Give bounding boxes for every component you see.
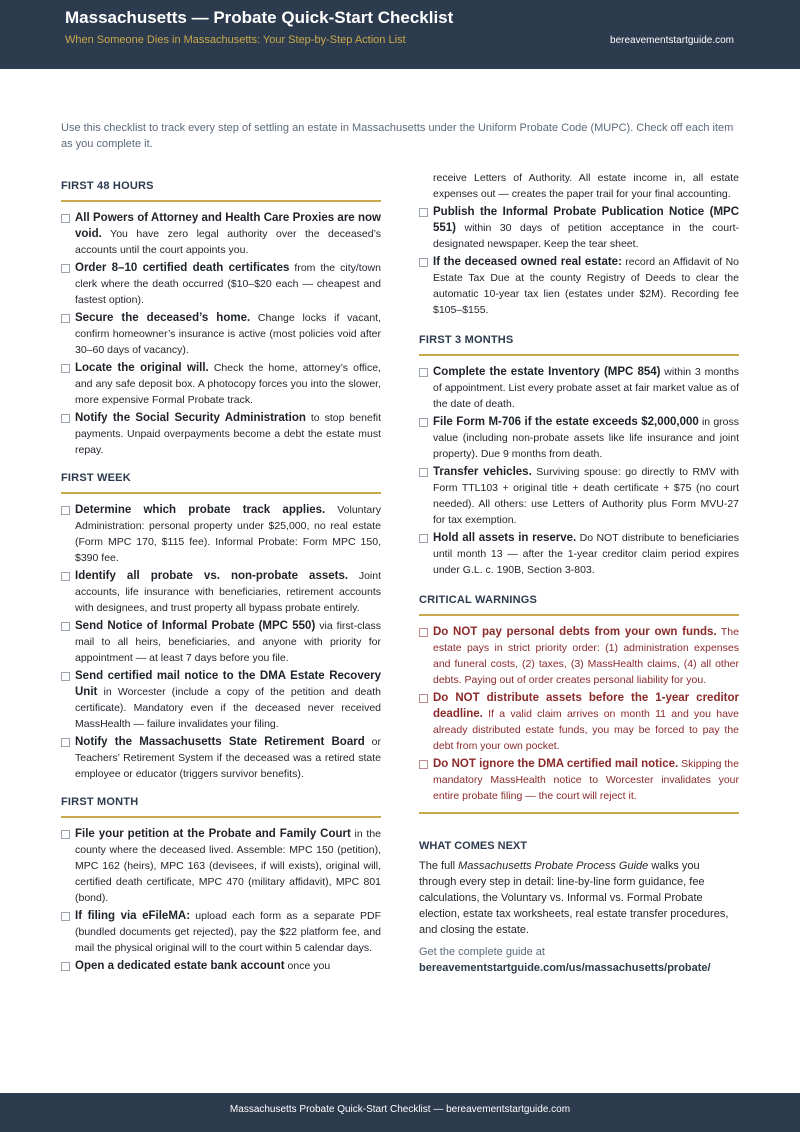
checklist-item xyxy=(419,756,739,804)
item-heading: Publish the Informal Probate Publication Notice (MPC 551) xyxy=(433,206,739,234)
checkbox-icon[interactable] xyxy=(419,760,428,769)
warnings-end-rule xyxy=(419,812,739,814)
checklist-item xyxy=(419,254,739,318)
next-title: WHAT COMES NEXT xyxy=(419,840,527,852)
item-heading: All Powers of Attorney and Health Care Proxies are now void. xyxy=(75,212,381,240)
checkbox-icon[interactable] xyxy=(61,364,70,373)
item-heading: Do NOT pay personal debts from your own funds. xyxy=(433,626,717,638)
checkbox-icon[interactable] xyxy=(419,694,428,703)
checklist-item xyxy=(61,568,381,616)
checklist-item xyxy=(61,260,381,308)
left-column xyxy=(61,170,381,976)
item-text: Joint accounts, life insurance with beneficiaries, retirement accounts with designees, and trust property all bypass probate entirely. xyxy=(75,570,381,614)
item-text: in gross value (including non-probate assets like life insurance and joint property). Due 9 months from death. xyxy=(433,416,739,460)
checkbox-icon[interactable] xyxy=(61,264,70,273)
checkbox-icon[interactable] xyxy=(61,622,70,631)
checklist-item xyxy=(61,502,381,566)
section-title-firstweek: FIRST WEEK xyxy=(61,472,381,494)
checklist-item xyxy=(419,364,739,412)
item-heading: File your petition at the Probate and Family Court xyxy=(75,828,351,840)
item-text: in the county where the deceased lived. Assemble: MPC 150 (petition), MPC 162 (heirs), MPC 163 (devisees, if will exists), original will, certified death certificate, MPC 470 (military affidavit), MPC 801 (bond). xyxy=(75,828,381,904)
next-body-post: walks you through every step in detail: line-by-line form guidance, fee calculations, the Voluntary vs. Informal vs. Formal Probate election, estate tax worksheets, real estate transfer procedures, and closing the estate. xyxy=(419,860,729,936)
checklist-item xyxy=(419,624,739,688)
first48-list xyxy=(61,210,381,458)
section-title-warnings: CRITICAL WARNINGS xyxy=(419,594,739,616)
item-text: Do NOT distribute to beneficiaries until month 13 — after the 1-year creditor claim period expires under G.L. c. 190B, Section 3-803. xyxy=(433,532,739,576)
checkbox-icon[interactable] xyxy=(419,534,428,543)
checklist-item xyxy=(61,210,381,258)
item-heading: Open a dedicated estate bank account xyxy=(75,960,285,972)
item-text: to stop benefit payments. Unpaid overpayments become a debt the estate must repay. xyxy=(75,412,381,456)
warnings-list xyxy=(419,624,739,804)
item-heading: Do NOT distribute assets before the 1-year creditor deadline. xyxy=(433,692,739,720)
checklist-item xyxy=(61,908,381,956)
item-heading: Notify the Social Security Administration xyxy=(75,412,306,424)
next-body-pre: The full xyxy=(419,860,459,872)
item-text: You have zero legal authority over the deceased’s accounts until the court appoints you. xyxy=(75,228,381,256)
item-heading: If the deceased owned real estate: xyxy=(433,256,622,268)
item-heading: Determine which probate track applies. xyxy=(75,504,326,516)
item-text: via first-class mail to all heirs, beneficiaries, and anyone with priority for appointment — at least 7 days before you file. xyxy=(75,620,382,664)
item-text: record an Affidavit of No Estate Tax Due at the county Registry of Deeds to clear the automatic 10-year tax lien (estates under $2M). Recording fee $105–$155. xyxy=(433,256,739,316)
item-heading: Identify all probate vs. non-probate assets. xyxy=(75,570,349,582)
header-subtitle: When Someone Dies in Massachusetts: Your Step-by-Step Action List xyxy=(65,34,406,46)
checkbox-icon[interactable] xyxy=(419,418,428,427)
item-heading: Do NOT ignore the DMA certified mail notice. xyxy=(433,758,679,770)
item-text: Voluntary Administration: personal property under $25,000, no real estate (Form MPC 170, $115 fee). Informal Probate: Form MPC 150, $390 fee. xyxy=(75,504,382,564)
checkbox-icon[interactable] xyxy=(419,368,428,377)
item-text: upload each form as a separate PDF (bundled documents get rejected), pay the $22 platform fee, and mail the physical original will to the court within 5 calendar days. xyxy=(75,910,381,954)
checkbox-icon[interactable] xyxy=(61,214,70,223)
item-text: Skipping the mandatory MassHealth notice to Worcester invalidates your entire probate filing — the court will reject it. xyxy=(433,758,739,802)
checkbox-icon[interactable] xyxy=(61,830,70,839)
firstmonth-continuation: receive Letters of Authority. All estate income in, all estate expenses out — creates the paper trail for your final accounting. xyxy=(433,172,739,200)
item-text: within 30 days of petition acceptance in the court-designated newspaper. Keep the tear sheet. xyxy=(433,222,739,250)
guide-link[interactable]: bereavementstartguide.com/us/massachusetts/probate/ xyxy=(419,962,711,974)
checkbox-icon[interactable] xyxy=(61,912,70,921)
item-text: from the city/town clerk where the death occurred ($10–$20 each — cheapest and fastest option). xyxy=(75,262,381,306)
item-text: or Teachers’ Retirement System if the deceased was a retired state employee or educator (triggers survivor benefits). xyxy=(75,736,381,780)
checklist-item xyxy=(61,618,381,666)
checkbox-icon[interactable] xyxy=(419,468,428,477)
section-title-first48: FIRST 48 HOURS xyxy=(61,180,381,202)
item-heading: Complete the estate Inventory (MPC 854) xyxy=(433,366,661,378)
checklist-item xyxy=(419,464,739,528)
item-heading: Send Notice of Informal Probate (MPC 550) xyxy=(75,620,316,632)
item-text: Change locks if vacant, confirm homeowner’s insurance is active (most policies void after 30–60 days of vacancy). xyxy=(75,312,381,356)
checkbox-icon[interactable] xyxy=(61,672,70,681)
first3months-list xyxy=(419,364,739,578)
checkbox-icon[interactable] xyxy=(61,738,70,747)
item-text: within 3 months of appointment. List every probate asset at fair market value as of the date of death. xyxy=(433,366,739,410)
item-text: once you xyxy=(284,960,331,972)
page-footer: Massachusetts Probate Quick-Start Checklist — bereavementstartguide.com xyxy=(0,1093,800,1132)
checkbox-icon[interactable] xyxy=(419,208,428,217)
firstmonth-list-2 xyxy=(419,204,739,318)
item-heading: Locate the original will. xyxy=(75,362,209,374)
item-text: Surviving spouse: go directly to RMV with Form TTL103 + original title + death certificate + $75 (no court needed). All others: use Letters of Authority plus Form MVU-27 for tax exemption. xyxy=(433,466,739,526)
right-column xyxy=(419,170,739,976)
header-site: bereavementstartguide.com xyxy=(610,35,734,46)
item-heading: Hold all assets in reserve. xyxy=(433,532,577,544)
next-body xyxy=(419,858,739,938)
page-header xyxy=(0,0,800,69)
next-link-label: Get the complete guide at xyxy=(419,946,545,958)
firstweek-list xyxy=(61,502,381,782)
item-heading: Notify the Massachusetts State Retirement Board xyxy=(75,736,365,748)
checkbox-icon[interactable] xyxy=(61,572,70,581)
item-heading: Secure the deceased’s home. xyxy=(75,312,251,324)
item-heading: File Form M-706 if the estate exceeds $2,000,000 xyxy=(433,416,699,428)
checkbox-icon[interactable] xyxy=(419,258,428,267)
checklist-item xyxy=(61,826,381,906)
checklist-item xyxy=(61,410,381,458)
checklist-item xyxy=(61,310,381,358)
intro-text: Use this checklist to track every step of settling an estate in Massachusetts under the Uniform Probate Code (MUPC). Check off each item as you complete it. xyxy=(61,122,734,150)
checklist-item xyxy=(61,958,381,974)
checklist-item xyxy=(61,360,381,408)
item-heading: If filing via eFileMA: xyxy=(75,910,191,922)
item-heading: Send certified mail notice to the DMA Estate Recovery Unit xyxy=(75,670,381,698)
section-title-firstmonth: FIRST MONTH xyxy=(61,796,381,818)
next-guide-title: Massachusetts Probate Process Guide xyxy=(458,860,649,872)
checklist-item xyxy=(61,668,381,732)
checklist-item xyxy=(61,734,381,782)
checkbox-icon[interactable] xyxy=(61,414,70,423)
checklist-item xyxy=(419,204,739,252)
item-text: in Worcester (include a copy of the petition and death certificate). Mandatory even if the deceased never received MassHealth — failure invalidates your filing. xyxy=(75,686,381,730)
checklist-item xyxy=(419,530,739,578)
item-text: Check the home, attorney’s office, and any safe deposit box. A photocopy forces you into the slower, more expensive Formal Probate track. xyxy=(75,362,381,406)
item-heading: Transfer vehicles. xyxy=(433,466,532,478)
checkbox-icon[interactable] xyxy=(61,962,70,971)
checkbox-icon[interactable] xyxy=(61,506,70,515)
checkbox-icon[interactable] xyxy=(419,628,428,637)
item-text: If a valid claim arrives on month 11 and you have already distributed estate funds, you may be forced to pay the debt from your own pocket. xyxy=(433,708,739,752)
checklist-item xyxy=(419,414,739,462)
checkbox-icon[interactable] xyxy=(61,314,70,323)
firstmonth-list xyxy=(61,826,381,974)
checklist-item xyxy=(419,690,739,754)
item-heading: Order 8–10 certified death certificates xyxy=(75,262,290,274)
section-title-first3months: FIRST 3 MONTHS xyxy=(419,334,739,356)
header-title: Massachusetts — Probate Quick-Start Checklist xyxy=(65,8,454,27)
item-text: The estate pays in strict priority order: (1) administration expenses and funeral costs, (2) taxes, (3) MassHealth claims, (4) all other debts. Paying out of order creates personal liability for you. xyxy=(433,626,739,686)
